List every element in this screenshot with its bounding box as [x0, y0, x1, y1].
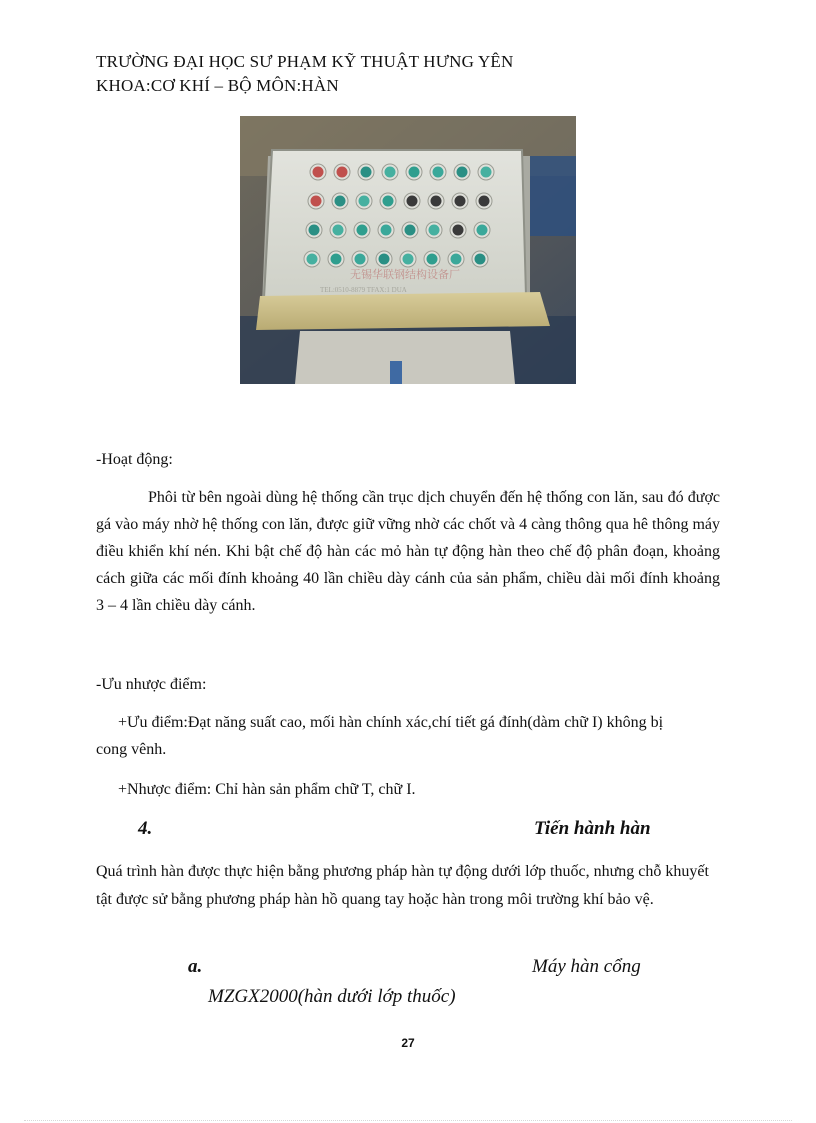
- panel-tel-text: TEL:0510-8879 TFAX:1 DUA: [320, 286, 407, 294]
- panel-button: [379, 254, 390, 265]
- panel-button: [479, 196, 490, 207]
- section-label-uu-nhuoc: -Ưu nhược điểm:: [96, 676, 207, 693]
- subsection-a-title: Máy hàn cổng: [532, 956, 641, 977]
- panel-button: [383, 196, 394, 207]
- panel-button: [313, 167, 324, 178]
- panel-button: [475, 254, 486, 265]
- panel-button: [407, 196, 418, 207]
- panel-button: [361, 167, 372, 178]
- panel-button: [429, 225, 440, 236]
- panel-button: [307, 254, 318, 265]
- panel-button: [453, 225, 464, 236]
- control-panel-photo: [240, 116, 576, 384]
- section-4-title: Tiến hành hàn: [534, 818, 651, 839]
- panel-button: [405, 225, 416, 236]
- paragraph-qua-trinh-han: Quá trình hàn được thực hiện bằng phương pháp hàn tự động dưới lớp thuốc, nhưng chỗ khuyết tật được sử bằng phương pháp hàn hồ quang tay hoặc hàn trong môi trường khí bảo vệ.: [96, 863, 709, 908]
- panel-button: [455, 196, 466, 207]
- panel-button: [381, 225, 392, 236]
- panel-button: [357, 225, 368, 236]
- panel-button: [403, 254, 414, 265]
- panel-button: [337, 167, 348, 178]
- panel-button: [427, 254, 438, 265]
- panel-button: [309, 225, 320, 236]
- panel-button: [385, 167, 396, 178]
- panel-chinese-text: 无锡华联钢结构设备厂: [350, 269, 460, 281]
- panel-button: [355, 254, 366, 265]
- panel-button: [311, 196, 322, 207]
- subsection-a-number: a.: [188, 956, 203, 977]
- panel-button: [333, 225, 344, 236]
- section-label-hoat-dong: -Hoạt động:: [96, 451, 173, 468]
- panel-button: [409, 167, 420, 178]
- panel-button: [451, 254, 462, 265]
- panel-button: [431, 196, 442, 207]
- paragraph-nhuoc-diem: +Nhược điểm: Chỉ hàn sản phẩm chữ T, chữ I.: [118, 781, 416, 798]
- panel-button: [457, 167, 468, 178]
- page-number: 27: [401, 1036, 415, 1050]
- panel-button: [477, 225, 488, 236]
- header-school-name: TRƯỜNG ĐẠI HỌC SƯ PHẠM KỸ THUẬT HƯNG YÊN: [96, 52, 514, 71]
- panel-button: [335, 196, 346, 207]
- header-department: KHOA:CƠ KHÍ – BỘ MÔN:HÀN: [96, 76, 339, 95]
- paragraph-uu-diem: +Ưu điểm:Đạt năng suất cao, mối hàn chính xác,chí tiết gá đính(dàm chữ I) không bị cong vênh.: [96, 714, 664, 758]
- footer-rule: [24, 1120, 792, 1121]
- panel-button: [331, 254, 342, 265]
- panel-button: [433, 167, 444, 178]
- subsection-a-title-continued: MZGX2000(hàn dưới lớp thuốc): [208, 986, 456, 1007]
- paragraph-hoat-dong: Phôi từ bên ngoài dùng hệ thống cần trục dịch chuyển đến hệ thống con lăn, sau đó được gá vào máy nhờ hệ thống con lăn, được giữ vững nhờ các chốt và 4 càng thông qua hê thông máy điều khiển khí nén. Khi bật chế độ hàn các mỏ hàn tự động hàn theo chế độ phân đoạn, khoảng cách giữa các mối đính khoảng 40 lần chiều dày cánh của sản phẩm, chiều dài mối đính khoảng 3 – 4 lần chiều dày cánh.: [96, 489, 720, 614]
- panel-button: [481, 167, 492, 178]
- section-4-number: 4.: [138, 818, 153, 839]
- panel-button: [359, 196, 370, 207]
